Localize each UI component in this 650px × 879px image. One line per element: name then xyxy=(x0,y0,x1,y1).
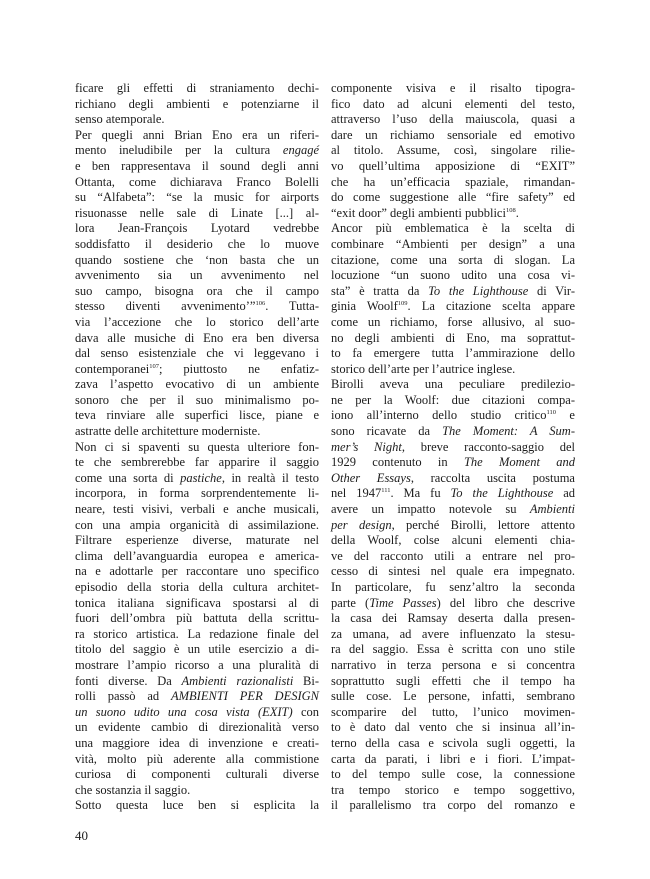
text-line xyxy=(331,440,575,456)
text-run: fuori dell’ombra più battuta della scrittu- xyxy=(75,611,319,626)
text-line xyxy=(331,221,575,237)
text-run: ; piuttosto ne enfatiz- xyxy=(159,361,319,376)
text-run: e ben rappresentava il sound degli anni xyxy=(75,158,319,173)
text-line xyxy=(331,424,575,440)
text-run: tonica italiana significava spostarsi al di xyxy=(75,595,319,610)
italic-text: Other Essays xyxy=(331,470,411,485)
text-run: . La citazione scelta appare xyxy=(407,299,575,314)
text-line xyxy=(331,674,575,690)
text-run: do come suggestione alle “fire safety” ed xyxy=(331,190,575,205)
text-run: come un richiamo, forse allusivo, al suo- xyxy=(331,314,575,329)
text-run: na e adottarle per raccontare uno specifico xyxy=(75,564,319,579)
text-line xyxy=(75,674,319,690)
text-line xyxy=(75,549,319,565)
text-run: In particolare, fu senz’altro la seconda xyxy=(331,580,575,594)
text-run: to fa emergere tutta l’ammirazione dello xyxy=(331,346,575,361)
text-run: vo quell’ultima apposizione di “EXIT” xyxy=(331,158,575,173)
text-run: za umana, ad avere influenzato la stesu- xyxy=(331,626,575,641)
text-run: storico dell’arte per l’autrice inglese. xyxy=(331,361,516,376)
text-run: e xyxy=(556,408,575,423)
text-line xyxy=(331,206,575,222)
text-run: con una ampia organicità di assimilazione. xyxy=(75,517,319,532)
text-line xyxy=(75,689,319,705)
text-line xyxy=(75,440,319,456)
text-line xyxy=(331,564,575,580)
text-run: , raccolta uscita postuma xyxy=(410,470,575,485)
text-run: episodio della storia della cultura architet- xyxy=(75,580,319,594)
text-run: ficare gli effetti di straniamento dechi- xyxy=(75,81,319,95)
text-line xyxy=(331,549,575,565)
text-line xyxy=(75,206,319,222)
italic-text: pastiche xyxy=(180,470,222,485)
text-line xyxy=(75,533,319,549)
text-line xyxy=(331,720,575,736)
text-run: to è dato dal vento che si insinua all’in- xyxy=(331,720,575,735)
right-text-column xyxy=(331,81,575,814)
text-run: citazione, come una sorta di slogan. La xyxy=(331,252,575,267)
italic-text: Time Passes xyxy=(369,595,437,610)
text-line xyxy=(331,112,575,128)
text-run: una maggiore idea di invenzione e creati- xyxy=(75,735,319,750)
text-run: curiosa di componenti culturali diverse xyxy=(75,767,319,782)
text-line xyxy=(331,268,575,284)
text-line xyxy=(331,331,575,347)
text-line xyxy=(331,533,575,549)
text-run: Per quegli anni Brian Eno era un riferi- xyxy=(75,127,319,142)
text-run: parte ( xyxy=(331,595,370,610)
text-run: mento ineludibile per la cultura xyxy=(75,143,283,158)
text-line xyxy=(331,518,575,534)
text-run: “exit door” degli ambienti pubblici xyxy=(331,205,506,220)
text-run: , in realtà il testo xyxy=(221,470,319,485)
text-line xyxy=(75,502,319,518)
text-run: narrativo in terza persona e si concentra xyxy=(331,657,575,672)
text-line xyxy=(331,798,575,814)
text-run: fico dato ad alcuni elementi del testo, xyxy=(331,96,575,111)
text-run: dal senso esistenziale che vi leggevano i xyxy=(75,346,319,361)
text-line xyxy=(75,331,319,347)
text-run: dare un richiamo sensoriale ed emotivo xyxy=(331,127,575,142)
text-run: cesso di sintesi nel quale era impegnato. xyxy=(331,564,575,579)
text-run: iono all’interno dello studio critico xyxy=(331,408,547,423)
text-line xyxy=(331,455,575,471)
text-line xyxy=(331,253,575,269)
text-line xyxy=(331,315,575,331)
text-line xyxy=(75,767,319,783)
text-line xyxy=(331,299,575,315)
text-line xyxy=(331,190,575,206)
text-run: avvenimento sia un avvenimento nel xyxy=(75,268,319,283)
text-run: . Tutta- xyxy=(265,299,319,314)
text-run: soddisfatto il desiderio che lo muove xyxy=(75,236,319,251)
text-run: nel 1947 xyxy=(331,486,382,501)
footnote-ref: 108 xyxy=(505,206,516,214)
text-run: vità, molto più aderente alla commistione xyxy=(75,751,319,766)
page-number: 40 xyxy=(75,828,88,843)
text-run: 1929 contenuto in xyxy=(331,455,464,470)
left-text-column xyxy=(75,81,319,814)
text-run: che ha un’efficacia spaziale, rimandan- xyxy=(331,174,575,189)
text-run: ad xyxy=(553,486,575,501)
text-run: dava alle musiche di Eno era ben diversa xyxy=(75,330,319,345)
text-line xyxy=(75,143,319,159)
text-line xyxy=(75,393,319,409)
text-line xyxy=(75,658,319,674)
text-line xyxy=(331,471,575,487)
text-run: avere un impatto notevole su xyxy=(331,502,530,517)
text-line xyxy=(331,237,575,253)
italic-text: Ambienti razionalisti xyxy=(181,673,294,688)
text-run: to del tempo sulle cose, la connessione xyxy=(331,767,575,782)
text-line xyxy=(75,190,319,206)
text-run: . Ma fu xyxy=(390,486,451,501)
text-run: titolo del saggio è un utile esercizio a di- xyxy=(75,642,319,657)
text-line xyxy=(75,315,319,331)
text-run: sonoro che per il suo minimalismo po- xyxy=(75,392,319,407)
text-run: un evidente cambio di direzionalità verso xyxy=(75,720,319,735)
text-run: ra storico artistica. La redazione finale del xyxy=(75,626,319,641)
text-line xyxy=(75,596,319,612)
text-line xyxy=(75,736,319,752)
text-line xyxy=(331,408,575,424)
text-run: Ancor più emblematica è la scelta di xyxy=(331,221,575,236)
text-line xyxy=(331,611,575,627)
italic-text: un suono udito una cosa vista (EXIT) xyxy=(75,704,293,719)
italic-text: mer’s Night xyxy=(331,439,402,454)
text-run: sono ricavate da xyxy=(331,424,443,439)
text-run: la casa dei Ramsay deserta dalla presen- xyxy=(331,611,575,626)
text-line xyxy=(331,486,575,502)
text-line xyxy=(75,408,319,424)
text-line xyxy=(75,128,319,144)
footnote-ref: 107 xyxy=(149,362,160,370)
text-run: fonti diverse. Da xyxy=(75,673,182,688)
text-line xyxy=(75,97,319,113)
text-run: risuonasse nelle sale di Linate [...] al- xyxy=(75,205,319,220)
footnote-ref: 111 xyxy=(381,487,391,495)
text-run: , perché Birolli, lettore attento xyxy=(391,517,575,532)
italic-text: Ambienti xyxy=(529,502,575,517)
text-line xyxy=(331,128,575,144)
text-line xyxy=(331,580,575,596)
text-run: senso atemporale. xyxy=(75,112,165,127)
text-line xyxy=(331,377,575,393)
text-run: attraverso l’uso della maiuscola, quasi a xyxy=(331,112,575,127)
text-run: contemporanei xyxy=(75,361,150,376)
text-line xyxy=(331,783,575,799)
italic-text: engagé xyxy=(282,143,319,158)
text-line xyxy=(75,486,319,502)
text-run: Bi- xyxy=(293,673,319,688)
text-line xyxy=(331,736,575,752)
text-run: locuzione “un suono udito una cosa vi- xyxy=(331,268,575,283)
text-line xyxy=(75,159,319,175)
text-line xyxy=(75,720,319,736)
text-run: della Woolf, colse alcuni elementi chia- xyxy=(331,533,575,548)
text-run: Filtrare esperienze diverse, maturate nel xyxy=(75,533,319,548)
text-line xyxy=(75,284,319,300)
text-run: che sostanzia il saggio. xyxy=(75,782,191,797)
text-line xyxy=(331,159,575,175)
text-run: ne per la Woolf: due citazioni compa- xyxy=(331,392,575,407)
italic-text: AMBIENTI PER DESIGN xyxy=(171,689,319,704)
text-run: ginia Woolf xyxy=(331,299,398,314)
text-line xyxy=(75,627,319,643)
text-run: rolli passò ad xyxy=(75,689,171,704)
text-line xyxy=(75,564,319,580)
text-run: no degli ambienti di Eno, ma soprattut- xyxy=(331,330,575,345)
text-run: di Vir- xyxy=(528,283,575,298)
text-run: via l’accezione che lo storico dell’arte xyxy=(75,314,319,329)
text-run: al titolo. Assume, così, singolare rilie- xyxy=(331,143,575,158)
text-run: componente visiva e il risalto tipogra- xyxy=(331,81,575,95)
text-line xyxy=(75,424,319,440)
text-line xyxy=(75,377,319,393)
text-run: scomparire del tutto, l’unico movimen- xyxy=(331,704,575,719)
text-run: ve del racconto utili a entrare nel pro- xyxy=(331,548,575,563)
text-line xyxy=(75,237,319,253)
text-run: terno della casa e scivola sugli oggetti, la xyxy=(331,735,575,750)
text-line xyxy=(75,580,319,596)
text-run: Ottanta, come dichiarava Franco Bolelli xyxy=(75,174,319,189)
text-line xyxy=(331,393,575,409)
text-run: su “Alfabeta”: “se la music for airports xyxy=(75,190,319,205)
footnote-ref: 110 xyxy=(546,409,556,417)
text-line xyxy=(75,112,319,128)
text-run: te che sembrerebbe far apparire il saggio xyxy=(75,455,319,470)
text-run: come una sorta di xyxy=(75,470,181,485)
text-line xyxy=(75,705,319,721)
text-line xyxy=(75,783,319,799)
text-run: clima dell’avanguardia europea e america- xyxy=(75,548,319,563)
text-line xyxy=(331,642,575,658)
text-line xyxy=(331,658,575,674)
text-line xyxy=(331,689,575,705)
text-line xyxy=(75,518,319,534)
text-run: astratte delle architetture moderniste. xyxy=(75,424,261,439)
text-line xyxy=(75,221,319,237)
text-run: soprattutto sugli effetti che il tempo ha xyxy=(331,673,575,688)
text-line xyxy=(75,798,319,814)
italic-text: To the Lighthouse xyxy=(428,283,529,298)
text-line xyxy=(75,175,319,191)
text-line xyxy=(331,596,575,612)
text-run: teva rinviare alle superfici lisce, piane e xyxy=(75,408,319,423)
text-run: combinare “Ambienti per design” a una xyxy=(331,236,575,251)
text-run: suo campo, bisogna ora che il campo xyxy=(75,283,319,298)
text-run: il parallelismo tra corpo del romanzo e xyxy=(331,798,575,813)
italic-text: The Moment: A Sum- xyxy=(442,424,575,439)
text-run: Sotto questa luce ben si esplicita la xyxy=(75,798,319,813)
italic-text: The Moment and xyxy=(463,455,576,470)
footnote-ref: 109 xyxy=(397,300,408,308)
text-run: sulle cose. Le persone, infatti, sembrano xyxy=(331,689,575,704)
text-line xyxy=(75,346,319,362)
text-run: Birolli aveva una peculiare predilezio- xyxy=(331,377,575,392)
italic-text: To the Lighthouse xyxy=(450,486,554,501)
text-line xyxy=(331,767,575,783)
text-line xyxy=(75,81,319,97)
text-line xyxy=(331,502,575,518)
text-line xyxy=(331,143,575,159)
text-run: con xyxy=(292,704,319,719)
text-run: carta da parati, i libri e i fiori. L’impat- xyxy=(331,751,575,766)
text-line xyxy=(331,752,575,768)
text-run: neare, testi visivi, verbali e anche musicali, xyxy=(75,502,319,517)
text-run: ra del saggio. Essa è scritta con uno stile xyxy=(331,642,575,657)
footnote-ref: 106 xyxy=(255,300,266,308)
text-run: zava l’aspetto evocativo di un ambiente xyxy=(75,377,319,392)
text-line xyxy=(75,642,319,658)
text-run: lora Jean-François Lyotard vedrebbe xyxy=(75,221,319,236)
text-run: tra tempo storico e tempo soggettivo, xyxy=(331,782,575,797)
text-line xyxy=(331,175,575,191)
text-line xyxy=(331,97,575,113)
text-run: incorpora, in forma sorprendentemente li- xyxy=(75,486,319,501)
text-line xyxy=(331,362,575,378)
text-line xyxy=(331,627,575,643)
text-run: stesso diventi avvenimento’” xyxy=(75,299,256,314)
text-line xyxy=(75,455,319,471)
italic-text: per design xyxy=(331,517,392,532)
text-line xyxy=(331,346,575,362)
text-run: Non ci si spaventi su questa ulteriore fon- xyxy=(75,439,319,454)
text-run: , breve racconto-saggio del xyxy=(401,439,576,454)
text-line xyxy=(331,81,575,97)
text-line xyxy=(75,268,319,284)
text-line xyxy=(75,362,319,378)
text-run: richiano degli ambienti e potenziarne il xyxy=(75,96,319,111)
text-line xyxy=(75,253,319,269)
text-line xyxy=(75,611,319,627)
text-run: quando sostiene che ‘non basta che un xyxy=(75,252,319,267)
text-line xyxy=(75,752,319,768)
text-line xyxy=(75,299,319,315)
text-line xyxy=(331,705,575,721)
text-run: ) del libro che descrive xyxy=(436,595,575,610)
text-line xyxy=(75,471,319,487)
text-run: sta” è tratta da xyxy=(331,283,429,298)
text-run: . xyxy=(515,205,519,220)
text-run: mostrare l’ampio ricorso a una pluralità di xyxy=(75,657,319,672)
text-line xyxy=(331,284,575,300)
